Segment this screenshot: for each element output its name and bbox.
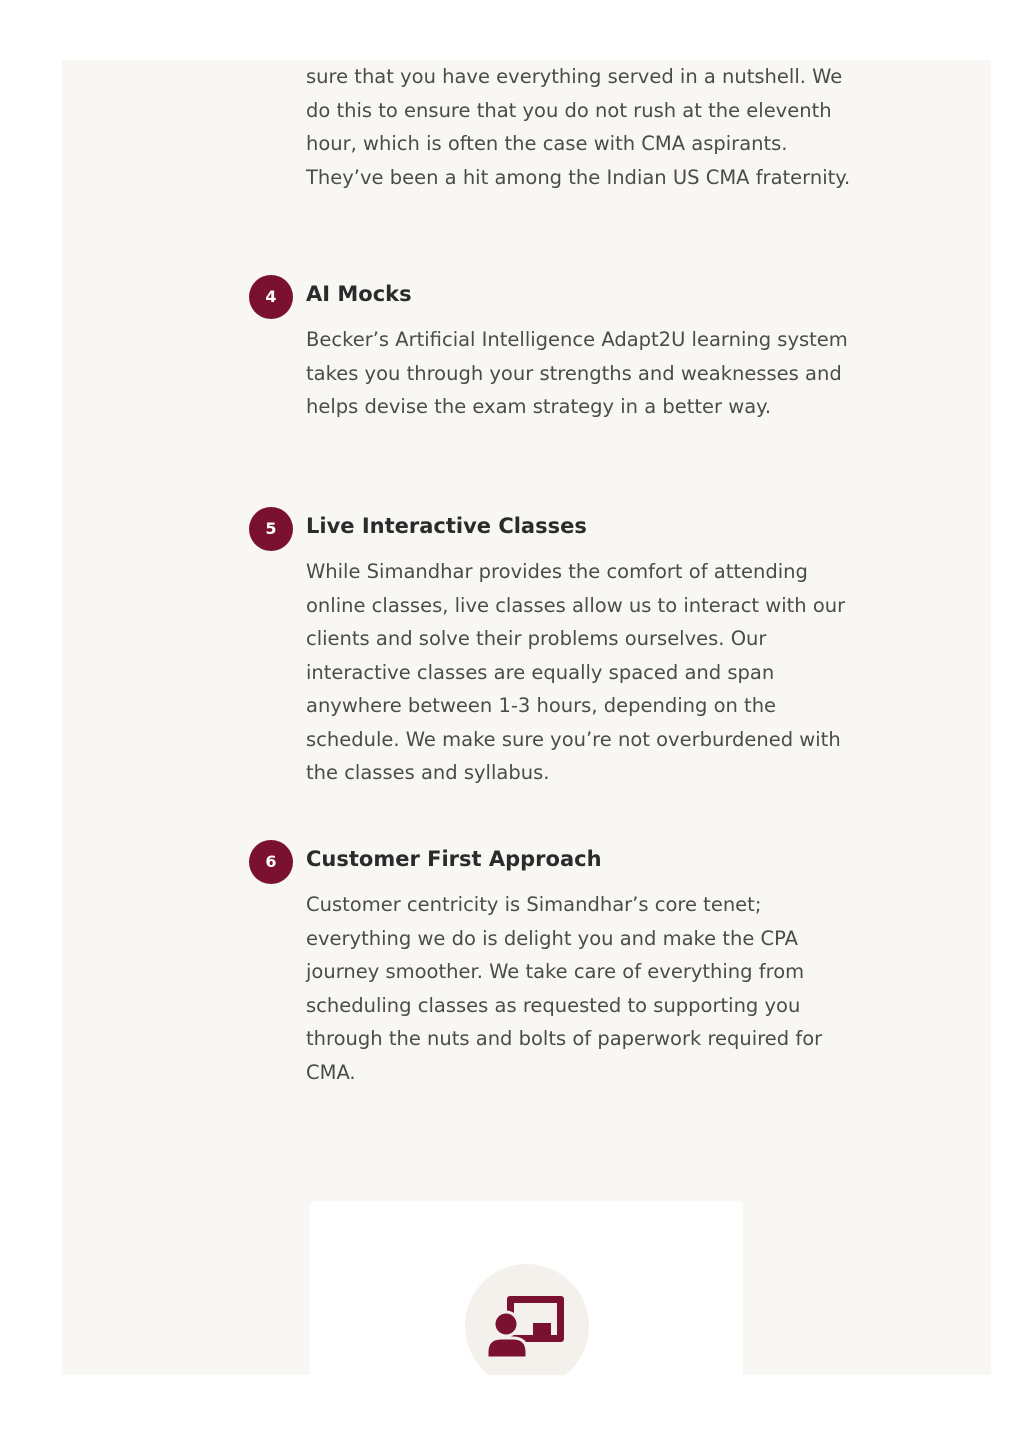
feature-title: AI Mocks xyxy=(306,282,412,306)
feature-title: Live Interactive Classes xyxy=(306,514,587,538)
content-panel xyxy=(62,60,991,1375)
feature-title: Customer First Approach xyxy=(306,847,602,871)
feature-number-badge: 6 xyxy=(249,840,293,884)
intro-paragraph: sure that you have everything served in a nutshell. We do this to ensure that you do not rush at the eleventh hour, which is often the case with CMA aspirants. They’ve been a hit among the Indian US CMA fraternity. xyxy=(306,65,851,189)
feature-card xyxy=(310,1201,743,1375)
online-teaching-icon xyxy=(487,1292,567,1358)
feature-number-badge: 4 xyxy=(249,275,293,319)
feature-description: Customer centricity is Simandhar’s core tenet; everything we do is delight you and make the CPA journey smoother. We take care of everything from scheduling classes as requested to supporting you through the nuts and bolts of paperwork required for CMA. xyxy=(306,893,823,1084)
feature-description: Becker’s Artificial Intelligence Adapt2U learning system takes you through your strengths and weaknesses and helps devise the exam strategy in a better way. xyxy=(306,328,848,418)
icon-circle xyxy=(465,1264,589,1375)
feature-number-badge: 5 xyxy=(249,507,293,551)
feature-description: While Simandhar provides the comfort of attending online classes, live classes allow us to interact with our clients and solve their problems ourselves. Our interactive classes are equally spaced and span anywhere between 1-3 hours, depending on the schedule. We make sure you’re not overburdened with the classes and syllabus. xyxy=(306,560,846,784)
